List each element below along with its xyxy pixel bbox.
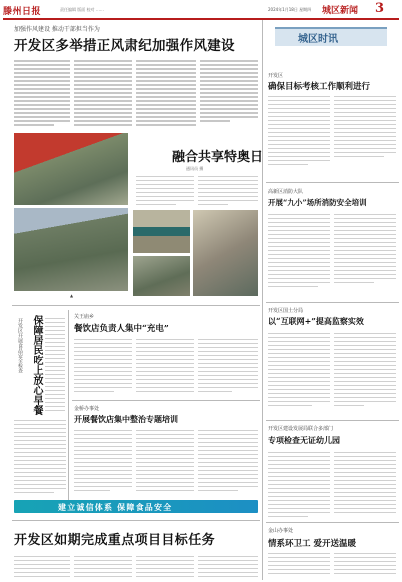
dance-photo xyxy=(193,210,258,296)
food-article-kicker: 金桥办事处 xyxy=(74,406,100,412)
issue-date: 2024年1月18日 星期四 xyxy=(268,7,312,12)
photo-caption: ▲ xyxy=(70,293,74,298)
brief-headline: 以“互联网+”提高监察实效 xyxy=(268,316,364,326)
brief-headline: 情系环卫工 爱开送温暖 xyxy=(268,539,356,549)
vertical-feature-kicker: 开发区开展食品安全检查 xyxy=(17,318,23,373)
top-article-headline: 开发区多举措正风肃纪加强作风建设 xyxy=(14,38,235,54)
brief-kicker: 开发区国土分局 xyxy=(268,308,304,314)
food-article-kicker: 关王庙乡 xyxy=(74,314,95,320)
photo-story-headline: 融合共享特奥日 xyxy=(172,150,264,165)
food-article-headline: 餐饮店负责人集中“充电” xyxy=(74,324,169,334)
column-divider xyxy=(262,20,263,580)
bottom-article-headline: 开发区如期完成重点项目目标任务 xyxy=(14,533,216,548)
paper-name: 滕州日报 xyxy=(3,7,42,17)
banner-photo xyxy=(14,133,128,205)
table-tennis-photo xyxy=(133,210,190,253)
food-article-headline: 开展餐饮店集中整治专题培训 xyxy=(74,414,178,424)
masthead-rule xyxy=(3,18,399,20)
food-safety-banner-text: 建立诚信体系 保障食品安全 xyxy=(58,503,173,512)
section-divider xyxy=(12,305,260,306)
top-article-kicker: 加强作风建设 推动干部担当作为 xyxy=(14,26,100,33)
activity-photo xyxy=(133,256,190,296)
brief-kicker: 金山办事处 xyxy=(268,528,294,534)
brief-kicker: 开发区建设发展局联合多部门 xyxy=(268,426,334,432)
photo-story-byline: 通讯员 摄 xyxy=(186,166,204,171)
brief-headline: 专项检查无证幼儿园 xyxy=(268,435,340,445)
column-divider xyxy=(68,310,69,510)
section-divider xyxy=(12,520,260,521)
page-number: 3 xyxy=(375,1,385,16)
masthead-meta: 责任编辑 版面 校对 …… xyxy=(60,7,104,12)
group-photo xyxy=(14,208,128,291)
brief-kicker: 高新区消防大队 xyxy=(268,189,304,195)
brief-headline: 开展“九小”场所消防安全培训 xyxy=(268,198,367,207)
brief-headline: 确保目标考核工作顺利进行 xyxy=(268,82,371,92)
brief-kicker: 开发区 xyxy=(268,73,284,79)
section-name: 城区新闻 xyxy=(322,6,359,16)
vertical-feature-headline: 保障居民吃上放心早餐 xyxy=(31,315,42,415)
panel-header-text: 城区时讯 xyxy=(298,34,338,45)
